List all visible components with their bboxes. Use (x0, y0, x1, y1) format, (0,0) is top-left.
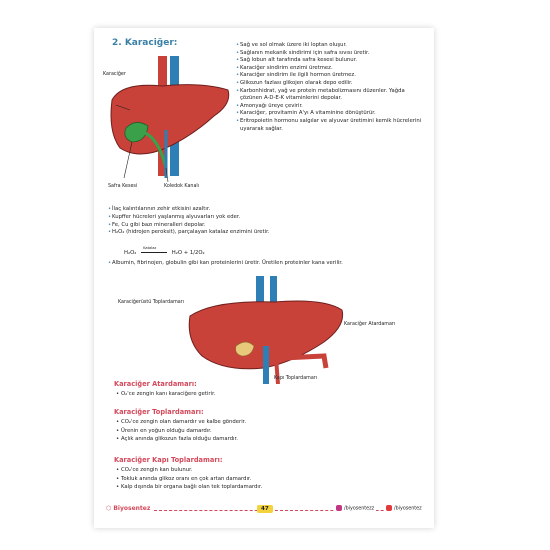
fact-item: • İlaç kalıntılarının zehir etkisini azaltır. (108, 206, 426, 214)
cube-icon: ⬡ (106, 505, 112, 512)
document-page (94, 28, 434, 528)
fact-item: • Glikozun fazlası glikojen olarak depo edilir. (236, 80, 428, 88)
youtube-handle[interactable]: /biyosentez (384, 505, 424, 512)
section-title: 2. Karaciğer: (112, 38, 178, 48)
label-hepatic-artery: Karaciğer Atardamarı (344, 322, 396, 327)
list-item: • Ürenin en yoğun olduğu damardır. (116, 427, 246, 436)
reaction-catalyst: Katalaz (143, 246, 157, 250)
youtube-icon (386, 505, 392, 511)
list-item: • Tokluk anında glikoz oranı en çok artan damardır. (116, 475, 262, 484)
catalase-reaction (124, 246, 205, 256)
list-item: • CO₂'ce zengin olan damardır ve kalbe gönderir. (116, 418, 246, 427)
fact-item: • Karaciğer sindirim ile ilgili hormon üretmez. (236, 72, 428, 80)
fact-item: • Fe, Cu gibi bazı mineralleri depolar. (108, 222, 426, 230)
instagram-icon (336, 505, 342, 511)
liver-facts-list-3 (108, 260, 426, 268)
artery-title: Karaciğer Atardamarı: (114, 380, 197, 388)
artery-list (116, 390, 215, 399)
fact-item: • H₂O₂ (hidrojen peroksit), parçalayan katalaz enzimini üretir. (108, 229, 426, 237)
label-gallbladder: Safra Kesesi (108, 184, 138, 189)
label-portal-vein: Kapı Toplardamarı (274, 376, 318, 381)
hepatic-vein-title: Karaciğer Toplardamarı: (114, 408, 204, 416)
hepatic-vein-list (116, 418, 246, 444)
label-hepatic-veins: Karaciğerüstü Toplardamarı (118, 300, 184, 305)
reaction-arrow (141, 246, 167, 253)
portal-vein-title: Karaciğer Kapı Toplardamarı: (114, 456, 223, 464)
liver-facts-list (236, 42, 428, 133)
brand-logo (106, 505, 153, 512)
fact-item: • Karaciğer, provitamin A'yı A vitaminine dönüştürür. (236, 110, 428, 118)
label-liver: Karaciğer (103, 72, 126, 77)
fact-item: • Albumin, fibrinojen, globulin gibi kan proteinlerini üretir. Üretilen proteinler kana verilir. (108, 260, 426, 268)
instagram-handle[interactable]: /biyosentezz (334, 505, 376, 512)
liver-vessels-figure (174, 276, 354, 384)
reaction-right: H₂O + 1/2O₂ (171, 250, 205, 256)
brand-name: Biyosentez (113, 505, 151, 512)
label-bile-duct: Koledok Kanalı (164, 184, 200, 189)
list-item: • O₂'ce zengin kanı karaciğere getirir. (116, 390, 215, 399)
portal-vein-list (116, 466, 262, 492)
fact-item: • Sağ ve sol olmak üzere iki loptan oluşur. (236, 42, 428, 50)
fact-item: • Karaciğer sindirim enzimi üretmez. (236, 65, 428, 73)
liver-facts-list-2 (108, 206, 426, 237)
fact-item: • Eritropoietin hormonu salgılar ve alyuvar üretimini kemik hücrelerini uyararak sağlar. (236, 118, 428, 133)
page-number: 47 (257, 505, 273, 513)
list-item: • Açlık anında glikozun fazla olduğu damardır. (116, 435, 246, 444)
fact-item: • Kupffer hücreleri yaşlanmış alyuvarları yok eder. (108, 214, 426, 222)
fact-item: • Sağ lobun alt tarafında safra kesesi bulunur. (236, 57, 428, 65)
list-item: • Kalp dışında bir organa bağlı olan tek toplardamardır. (116, 483, 262, 492)
list-item: • CO₂'ce zengin kan bulunur. (116, 466, 262, 475)
fact-item: • Karbonhidrat, yağ ve protein metabolizmasını düzenler. Yağda çözünen A-D-E-K vitaminlerini depolar. (236, 88, 428, 103)
reaction-left: H₂O₂ (124, 250, 137, 256)
fact-item: • Amonyağı üreye çevirir. (236, 103, 428, 111)
fact-item: • Sağlanın mekanik sindirimi için safra sıvısı üretir. (236, 50, 428, 58)
